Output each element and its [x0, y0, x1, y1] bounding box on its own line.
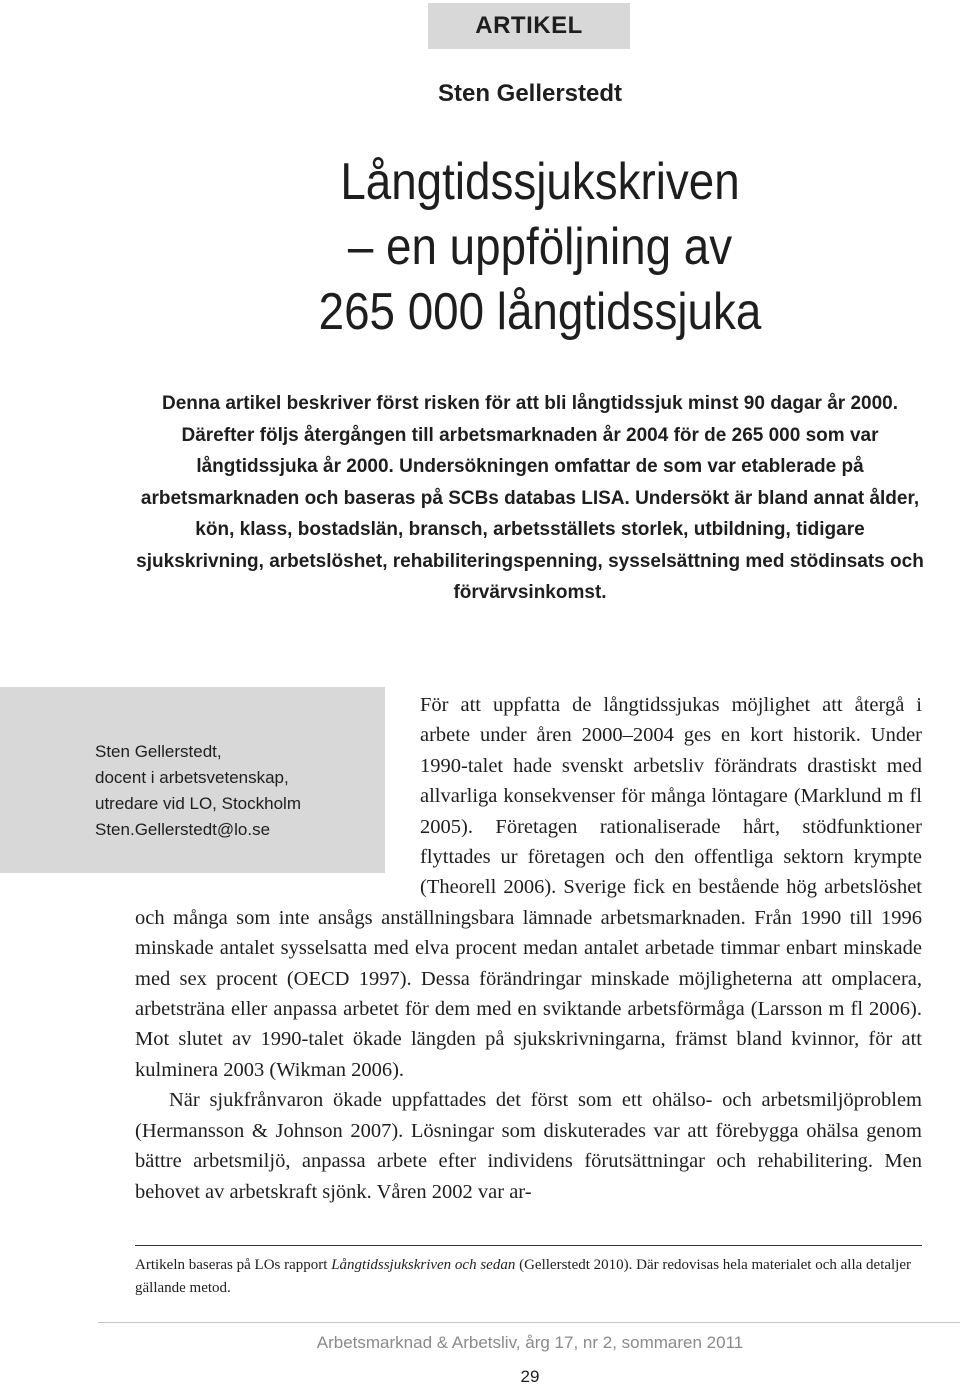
author-box-position: docent i arbetsvetenskap,: [95, 768, 289, 787]
abstract: Denna artikel beskriver först risken för att bli långtidssjuk minst 90 dagar år 2000. Därefter följs återgången till arbetsmarknaden år 2004 för de 265 000 som var långtidssjuka år 2000. Undersökningen omfattar de som var etablerade på arbetsmarknaden och baseras på SCBs databas LISA. Undersökt är bland annat ålder, kön, klass, bostadslän, bransch, arbetsställets storlek, utbildning, tidigare sjukskrivning, arbetslöshet, rehabiliteringspenning, sysselsättning med stödinsats och förvärvsinkomst.: [136, 393, 924, 603]
author-box-affiliation: utredare vid LO, Stockholm: [95, 794, 301, 813]
article-title: [267, 150, 813, 345]
title-line-1: Långtidssjukskriven: [340, 153, 740, 211]
body-paragraph-1: För att uppfatta de långtidssjukas möjlighet att återgå i arbete under åren 2000–2004 ges en kort historik. Under 1990-talet hade svenskt arbetsliv förändrats drastiskt med allvarliga konsekvenser för många löntagare (Marklund m fl 2005). Företagen rationaliserade hårt, stödfunktioner flyttades ur företagen och den offentliga sektorn krympte (Theorell 2006). Sverige fick en bestående hög arbetslöshet och många som inte ansågs anställningsbara lämnade arbetsmarknaden. Från 1990 till 1996 minskade antalet sysselsatta med elva procent medan antalet arbetade timmar enbart minskade med sex procent (OECD 1997). Dessa förändringar minskade möjligheterna att omplacera, arbetsträna eller anpassa arbetet för dem med en sviktande arbetsförmåga (Larsson m fl 2006). Mot slutet av 1990-talet ökade längden på sjukskrivningarna, främst bland kvinnor, för att kulminera 2003 (Wikman 2006).: [135, 694, 922, 1081]
footnote-divider: [135, 1245, 922, 1246]
footnote-text-after: (Gellerstedt 2010). Där redovisas hela materialet och alla detaljer gällande metod.: [135, 1257, 912, 1296]
article-body: [135, 690, 922, 1207]
page-number: 29: [520, 1367, 540, 1386]
body-paragraph-2: När sjukfrånvaron ökade uppfattades det först som ett ohälso- och arbetsmiljöproblem (Hermansson & Johnson 2007). Lösningar som diskuterades var att förebygga ohälsa genom bättre arbetsmiljö, anpassa arbete efter individens förutsättningar och rehabilitering. Men behovet av arbetskraft sjönk. Våren 2002 var ar-: [135, 1089, 922, 1203]
author-box-email[interactable]: Sten.Gellerstedt@lo.se: [95, 820, 271, 839]
title-line-2: – en uppföljning av: [347, 218, 733, 276]
author-box-name: Sten Gellerstedt,: [95, 742, 222, 761]
footnote-text-before: Artikeln baseras på LOs rapport: [135, 1257, 332, 1273]
author-name: Sten Gellerstedt: [437, 80, 623, 107]
footnote-report-title: Långtidssjukskriven och sedan: [331, 1257, 516, 1273]
footer-divider: [98, 1322, 960, 1323]
title-line-3: 265 000 långtidssjuka: [318, 283, 762, 341]
journal-citation: Arbetsmarknad & Arbetsliv, årg 17, nr 2, sommaren 2011: [316, 1333, 744, 1352]
author-box-wrap-spacer: [135, 690, 420, 886]
section-tag: ARTIKEL: [428, 3, 630, 49]
footnote: [135, 1254, 922, 1300]
